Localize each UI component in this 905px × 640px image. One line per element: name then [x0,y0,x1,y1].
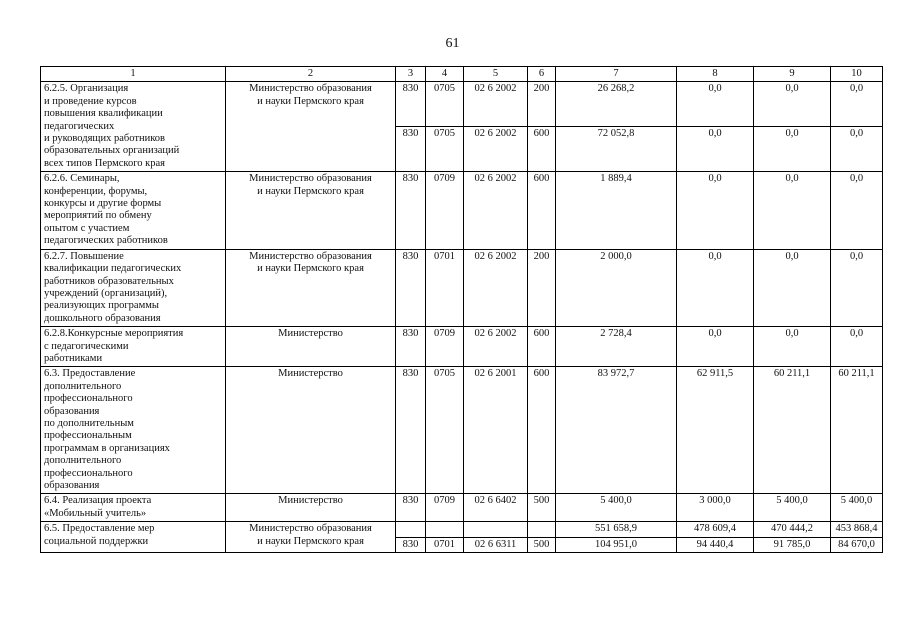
amount-col9-cell: 0,0 [754,127,831,172]
activity-name-line: социальной поддержки [44,535,149,547]
column-header: 5 [464,67,528,82]
table-row [41,82,883,127]
organization-cell [226,172,396,249]
section-code-cell: 0709 [426,327,464,367]
activity-name-line: 6.2.7. Повышение [44,250,124,262]
activity-name-cell [41,522,226,553]
amount-col10-cell: 5 400,0 [831,494,883,522]
expense-type-cell: 600 [528,327,556,367]
organization-line: Министерство образования [249,83,372,95]
activity-name-line: 6.2.6. Семинары, [44,173,120,185]
expense-type-cell: 500 [528,537,556,552]
column-header: 1 [41,67,226,82]
activity-name-line: работников образовательных [44,275,174,287]
amount-col8-cell: 94 440,4 [677,537,754,552]
target-article-cell: 02 6 2002 [464,327,528,367]
organization-line: Министерство [278,328,343,340]
activity-name-cell [41,367,226,494]
target-article-cell: 02 6 2002 [464,249,528,326]
activity-name-line: дошкольного образования [44,312,161,324]
amount-col10-cell: 84 670,0 [831,537,883,552]
amount-col9-cell: 0,0 [754,327,831,367]
admin-code-cell: 830 [396,172,426,249]
amount-col10-cell: 0,0 [831,127,883,172]
column-header: 2 [226,67,396,82]
column-header: 8 [677,67,754,82]
amount-col10-cell: 0,0 [831,327,883,367]
table-row [41,172,883,249]
activity-name-line: дополнительного [44,380,122,392]
expense-type-cell: 600 [528,367,556,494]
activity-name-line: 6.5. Предоставление мер [44,523,155,535]
amount-col10-cell: 453 868,4 [831,522,883,537]
amount-col9-cell: 91 785,0 [754,537,831,552]
target-article-cell: 02 6 6311 [464,537,528,552]
organization-line: и науки Пермского края [257,185,364,197]
amount-col7-cell: 2 728,4 [556,327,677,367]
amount-col8-cell: 3 000,0 [677,494,754,522]
table-row [41,327,883,367]
amount-col8-cell: 0,0 [677,327,754,367]
organization-line: Министерство [278,495,343,507]
admin-code-cell [396,522,426,537]
activity-name-line: учреждений (организаций), [44,287,168,299]
activity-name-line: 6.2.5. Организация [44,83,129,95]
column-header: 4 [426,67,464,82]
activity-name-cell [41,82,226,172]
amount-col7-cell: 104 951,0 [556,537,677,552]
organization-line: Министерство образования [249,523,372,535]
activity-name-line: повышения квалификации [44,108,163,120]
amount-col10-cell: 0,0 [831,82,883,127]
organization-line: Министерство образования [249,250,372,262]
admin-code-cell: 830 [396,127,426,172]
activity-name-line: программам в организациях [44,442,170,454]
admin-code-cell: 830 [396,249,426,326]
admin-code-cell: 830 [396,537,426,552]
section-code-cell: 0709 [426,172,464,249]
expense-type-cell: 500 [528,494,556,522]
admin-code-cell: 830 [396,494,426,522]
column-header: 6 [528,67,556,82]
activity-name-line: профессионального [44,393,133,405]
organization-line: и науки Пермского края [257,535,364,547]
activity-name-line: всех типов Пермского края [44,157,165,169]
section-code-cell [426,522,464,537]
admin-code-cell: 830 [396,82,426,127]
section-code-cell: 0701 [426,537,464,552]
amount-col10-cell: 60 211,1 [831,367,883,494]
activity-name-cell [41,172,226,249]
amount-col8-cell: 0,0 [677,172,754,249]
amount-col8-cell: 62 911,5 [677,367,754,494]
column-header: 7 [556,67,677,82]
amount-col9-cell: 5 400,0 [754,494,831,522]
section-code-cell: 0709 [426,494,464,522]
activity-name-line: и проведение курсов [44,95,137,107]
activity-name-cell [41,249,226,326]
activity-name-line: образования [44,480,100,491]
activity-name-line: и руководящих работников [44,133,165,145]
amount-col8-cell: 478 609,4 [677,522,754,537]
expense-type-cell: 200 [528,82,556,127]
table-body [41,67,883,553]
amount-col7-cell: 72 052,8 [556,127,677,172]
column-header: 3 [396,67,426,82]
column-header: 9 [754,67,831,82]
budget-table [40,66,883,553]
organization-cell [226,82,396,172]
activity-name-cell [41,494,226,522]
activity-name-line: по дополнительным [44,417,134,429]
activity-name-line: 6.2.8.Конкурсные мероприятия [44,328,184,340]
organization-cell [226,522,396,553]
admin-code-cell: 830 [396,327,426,367]
target-article-cell: 02 6 2002 [464,82,528,127]
activity-name-line: опытом с участием [44,222,130,234]
amount-col7-cell: 83 972,7 [556,367,677,494]
activity-name-line: конференции, форумы, [44,185,148,197]
activity-name-line: педагогических работников [44,235,168,247]
amount-col8-cell: 0,0 [677,127,754,172]
activity-name-line: педагогических [44,120,115,132]
admin-code-cell: 830 [396,367,426,494]
amount-col10-cell: 0,0 [831,172,883,249]
organization-cell [226,494,396,522]
table-row [41,249,883,326]
expense-type-cell: 600 [528,127,556,172]
target-article-cell: 02 6 2002 [464,172,528,249]
amount-col9-cell: 0,0 [754,249,831,326]
target-article-cell: 02 6 2002 [464,127,528,172]
organization-line: и науки Пермского края [257,263,364,275]
table-row [41,494,883,522]
activity-name-line: дополнительного [44,455,122,467]
target-article-cell: 02 6 2001 [464,367,528,494]
organization-cell [226,327,396,367]
organization-line: Министерство [278,368,343,380]
activity-name-line: профессионального [44,467,133,479]
activity-name-line: 6.4. Реализация проекта [44,495,152,507]
expense-type-cell: 600 [528,172,556,249]
activity-name-line: квалификации педагогических [44,263,182,275]
expense-type-cell [528,522,556,537]
column-header: 10 [831,67,883,82]
header-row [41,67,883,82]
amount-col7-cell: 26 268,2 [556,82,677,127]
page-number: 61 [445,36,460,51]
section-code-cell: 0705 [426,367,464,494]
amount-col8-cell: 0,0 [677,249,754,326]
activity-name-cell [41,327,226,367]
amount-col7-cell: 2 000,0 [556,249,677,326]
activity-name-line: конкурсы и другие формы [44,198,162,210]
amount-col7-cell: 5 400,0 [556,494,677,522]
activity-name-line: мероприятий по обмену [44,210,152,222]
activity-name-line: реализующих программы [44,300,159,312]
amount-col9-cell: 470 444,2 [754,522,831,537]
organization-cell [226,249,396,326]
table-row [41,522,883,537]
organization-line: Министерство образования [249,173,372,185]
activity-name-line: работниками [44,352,103,364]
organization-line: и науки Пермского края [257,95,364,107]
expense-type-cell: 200 [528,249,556,326]
activity-name-line: образования [44,405,100,417]
amount-col7-cell: 1 889,4 [556,172,677,249]
activity-name-line: 6.3. Предоставление [44,368,136,380]
amount-col8-cell: 0,0 [677,82,754,127]
target-article-cell: 02 6 6402 [464,494,528,522]
table-row [41,367,883,494]
activity-name-line: профессиональным [44,430,132,442]
activity-name-line: образовательных организаций [44,145,180,157]
organization-cell [226,367,396,494]
amount-col10-cell: 0,0 [831,249,883,326]
amount-col9-cell: 0,0 [754,82,831,127]
amount-col9-cell: 0,0 [754,172,831,249]
amount-col9-cell: 60 211,1 [754,367,831,494]
section-code-cell: 0701 [426,249,464,326]
section-code-cell: 0705 [426,82,464,127]
amount-col7-cell: 551 658,9 [556,522,677,537]
section-code-cell: 0705 [426,127,464,172]
activity-name-line: с педагогическими [44,340,129,352]
activity-name-line: «Мобильный учитель» [44,507,147,519]
target-article-cell [464,522,528,537]
